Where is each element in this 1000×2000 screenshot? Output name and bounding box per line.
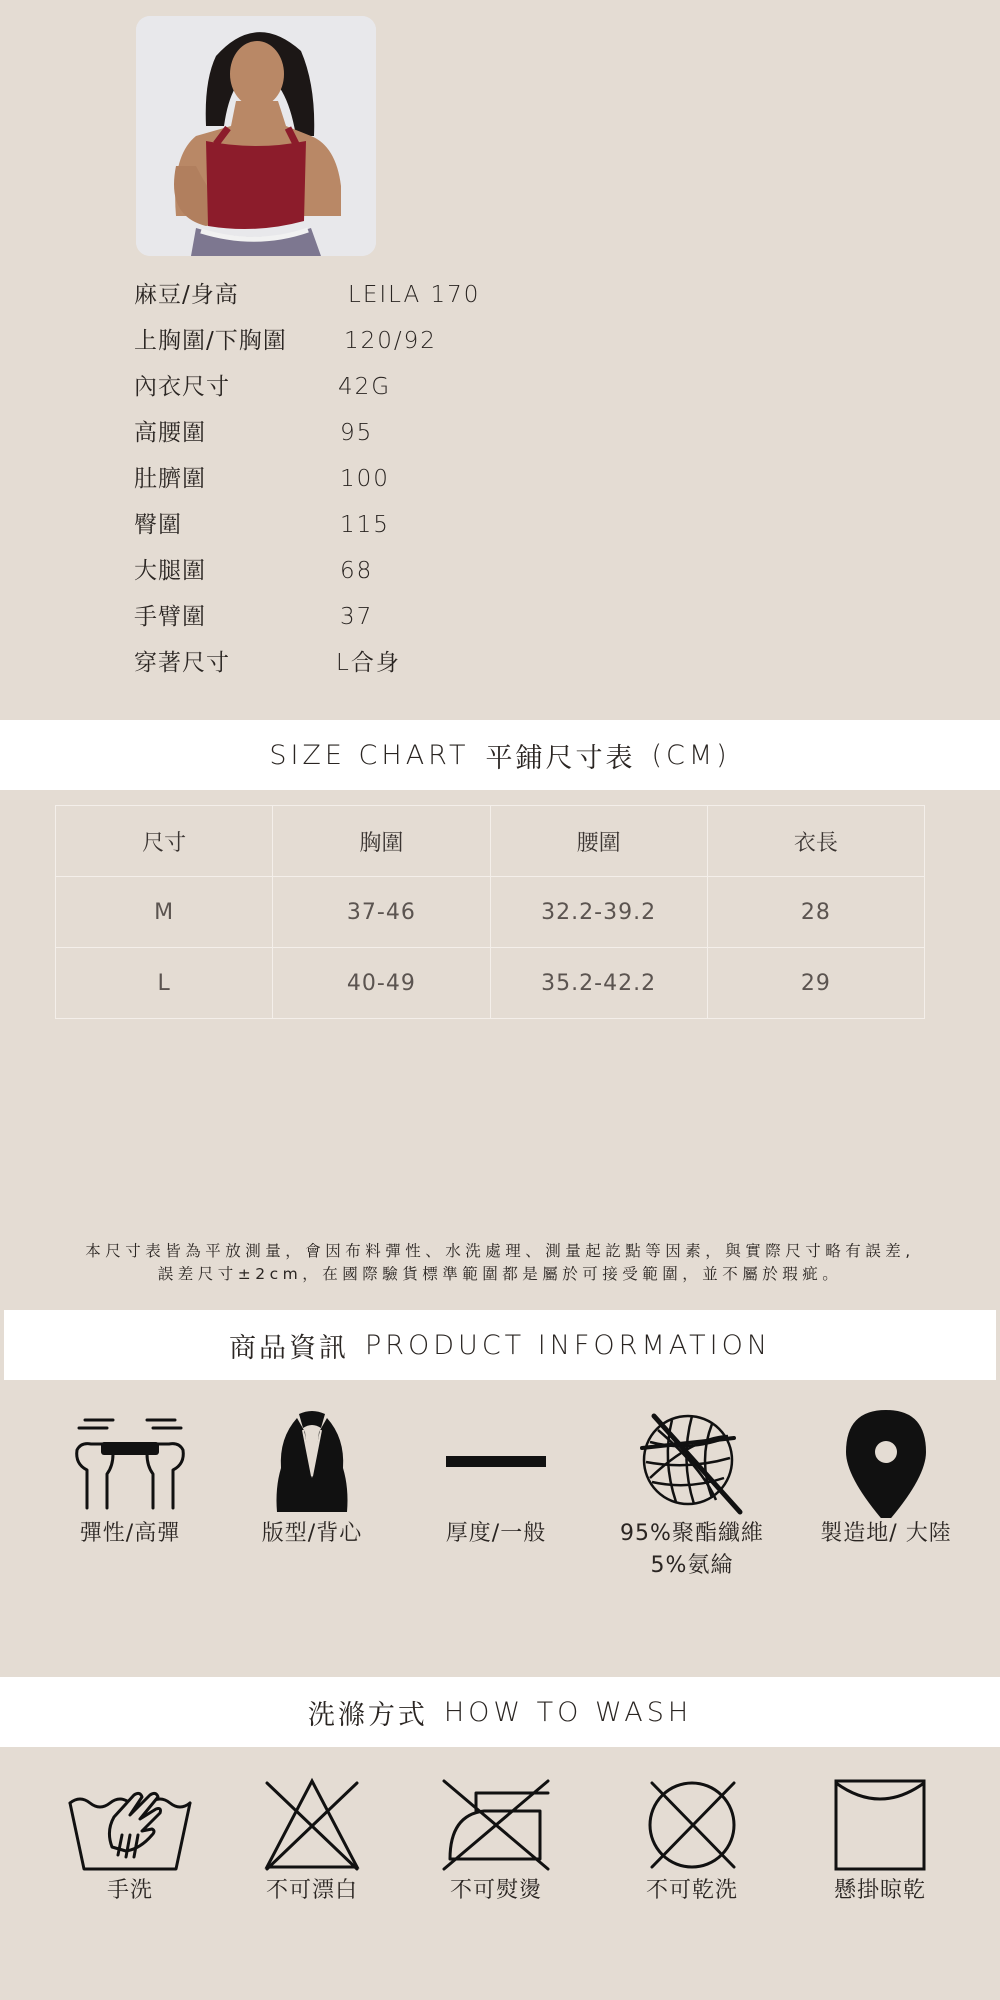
- wash-label: 不可乾洗: [645, 1878, 738, 1903]
- size-note-line: 誤差尺寸±2cm，在國際驗貨標準範圍都是屬於可接受範圍，並不屬於瑕疵。: [157, 1265, 843, 1283]
- table-cell: 28: [707, 877, 924, 948]
- table-cell: 40-49: [273, 948, 490, 1019]
- model-row-value: 42G: [338, 374, 392, 400]
- wash-item: [790, 1775, 970, 1907]
- product-info-item: [406, 1408, 586, 1550]
- wash-item: [40, 1775, 220, 1907]
- column-header: 胸圍: [273, 806, 490, 877]
- table-cell: M: [56, 877, 273, 948]
- column-header: 衣長: [707, 806, 924, 877]
- wash-title-band: [0, 1677, 1000, 1747]
- wash-item: [222, 1775, 402, 1907]
- table-cell: 32.2-39.2: [490, 877, 707, 948]
- product-info-item: [222, 1408, 402, 1550]
- product-info-item: [796, 1408, 976, 1550]
- product-info-title-en: PRODUCT INFORMATION: [364, 1329, 772, 1361]
- hang-dry-icon: [830, 1775, 930, 1875]
- size-chart-unit: (CM): [651, 739, 731, 771]
- column-header: 尺寸: [56, 806, 273, 877]
- product-info-item: [602, 1408, 782, 1582]
- column-header: 腰圍: [490, 806, 707, 877]
- product-info-label-2: 5%氨綸: [650, 1553, 734, 1578]
- model-row-value: LEILA 170: [348, 282, 481, 308]
- thickness-line-icon: [436, 1408, 556, 1518]
- wash-label: 懸掛晾乾: [833, 1878, 926, 1903]
- product-info-title-zh: 商品資訊: [228, 1332, 349, 1364]
- model-row-value: L合身: [336, 650, 401, 676]
- model-row-label: 大腿圍: [134, 558, 206, 584]
- product-info-label: 彈性/高彈: [79, 1521, 181, 1546]
- location-pin-icon: [836, 1408, 936, 1518]
- table-cell: 29: [707, 948, 924, 1019]
- table-row: [56, 948, 925, 1019]
- product-info-item: [40, 1408, 220, 1550]
- hand-wash-icon: [60, 1775, 200, 1875]
- product-info-title-band: [4, 1310, 996, 1380]
- wash-title-zh: 洗滌方式: [307, 1699, 428, 1731]
- model-row-value: 37: [340, 604, 374, 630]
- model-row-value: 95: [340, 420, 374, 446]
- product-info-label: 95%聚酯纖維: [620, 1521, 764, 1546]
- model-row-value: 68: [340, 558, 374, 584]
- wash-item: [406, 1775, 586, 1907]
- size-chart-title-en: SIZE CHART: [269, 739, 470, 771]
- size-chart-title-zh: 平鋪尺寸表: [485, 742, 636, 774]
- model-row-value: 115: [340, 512, 390, 538]
- size-chart-title-band: [0, 720, 1000, 790]
- model-row-label: 上胸圍/下胸圍: [134, 328, 287, 354]
- model-row-label: 內衣尺寸: [134, 374, 230, 400]
- stretch-icon: [65, 1408, 195, 1518]
- table-cell: L: [56, 948, 273, 1019]
- model-photo: [136, 16, 376, 256]
- table-cell: 35.2-42.2: [490, 948, 707, 1019]
- model-row-value: 120/92: [344, 328, 437, 354]
- no-bleach-icon: [257, 1775, 367, 1875]
- table-header-row: [56, 806, 925, 877]
- table-cell: 37-46: [273, 877, 490, 948]
- model-photo-illustration: [136, 16, 376, 256]
- model-row-label: 手臂圍: [134, 604, 206, 630]
- yarn-ball-icon: [632, 1408, 752, 1518]
- wash-title-en: HOW TO WASH: [443, 1696, 693, 1728]
- wash-item: [602, 1775, 782, 1907]
- model-row-value: 100: [340, 466, 390, 492]
- model-row-label: 高腰圍: [134, 420, 206, 446]
- product-info-label: 厚度/一般: [445, 1521, 547, 1546]
- model-row-label: 肚臍圍: [134, 466, 206, 492]
- product-info-label: 版型/背心: [261, 1521, 363, 1546]
- no-iron-icon: [436, 1775, 556, 1875]
- wash-label: 不可漂白: [265, 1878, 358, 1903]
- size-chart-table: [55, 805, 925, 1019]
- product-info-label: 製造地/ 大陸: [820, 1521, 952, 1546]
- wash-label: 手洗: [106, 1878, 153, 1903]
- halter-top-icon: [267, 1408, 357, 1518]
- wash-label: 不可熨燙: [449, 1878, 542, 1903]
- model-row-label: 穿著尺寸: [134, 650, 230, 676]
- table-row: [56, 877, 925, 948]
- model-row-label: 麻豆/身高: [134, 282, 239, 308]
- size-note-line: 本尺寸表皆為平放測量，會因布料彈性、水洗處理、測量起訖點等因素，與實際尺寸略有誤差,: [85, 1242, 915, 1260]
- no-dry-clean-icon: [642, 1775, 742, 1875]
- model-row-label: 臀圍: [134, 512, 182, 538]
- size-note: [20, 1240, 980, 1286]
